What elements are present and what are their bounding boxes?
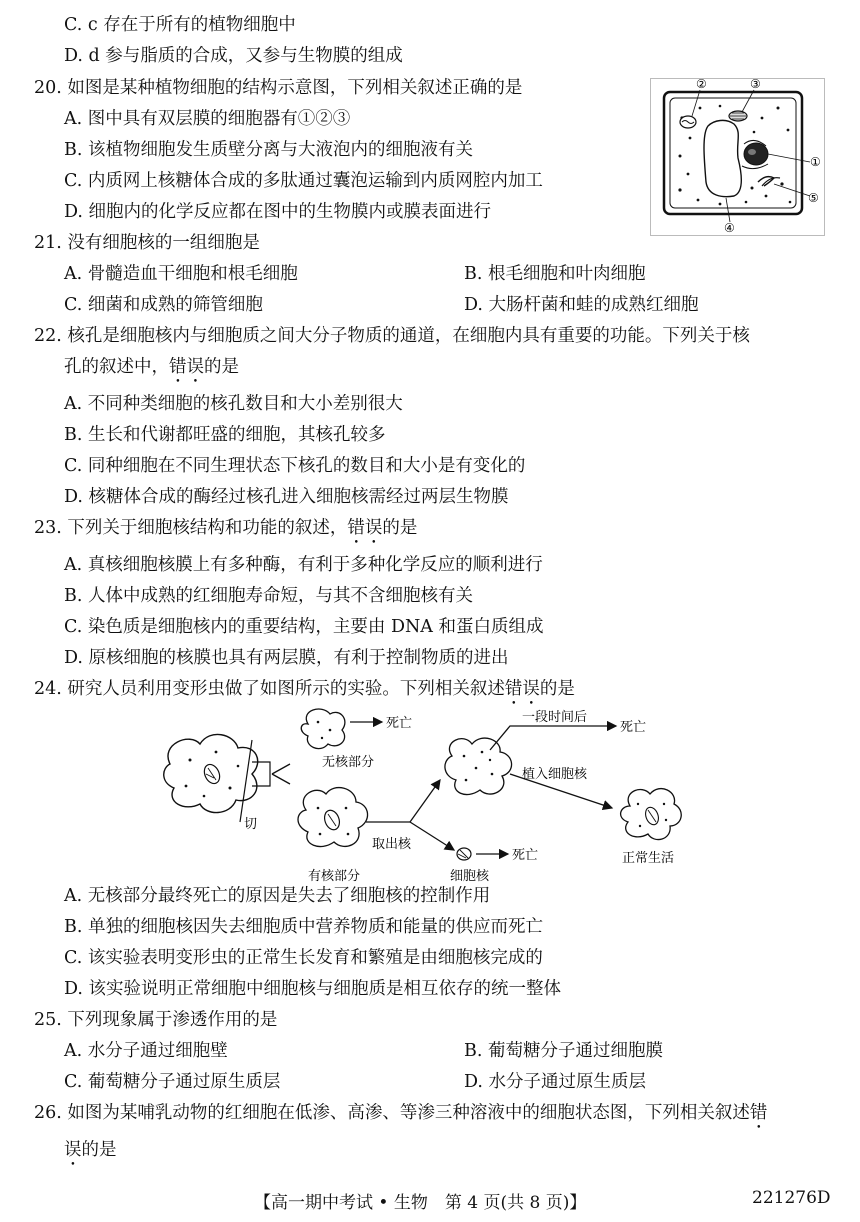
cell-label-4: ④: [724, 221, 735, 235]
q23-text: 23. 下列关于细胞核结构和功能的叙述，: [34, 518, 348, 538]
question-24-option-c: C. 该实验表明变形虫的正常生长发育和繁殖是由细胞核完成的: [64, 948, 543, 968]
question-23-option-a: A. 真核细胞核膜上有多种酶，有利于多种化学反应的顺利进行: [64, 555, 543, 575]
question-23-option-d: D. 原核细胞的核膜也具有两层膜，有利于控制物质的进出: [64, 648, 509, 668]
question-19-option-c: C. c 存在于所有的植物细胞中: [64, 15, 296, 35]
cell-label-5: ⑤: [808, 191, 819, 205]
label-nucleus: 细胞核: [450, 869, 490, 884]
question-20-stem: 20. 如图是某种植物细胞的结构示意图，下列相关叙述正确的是: [34, 78, 523, 98]
question-22-stem-line2: [64, 356, 239, 387]
question-20-option-a: A. 图中具有双层膜的细胞器有①②③: [64, 109, 351, 129]
question-25-stem: 25. 下列现象属于渗透作用的是: [34, 1010, 278, 1030]
label-normal-life: 正常生活: [622, 851, 675, 866]
question-26-stem-line2: [64, 1139, 117, 1170]
q22-text: 孔的叙述中，: [64, 357, 169, 377]
question-25-option-c: C. 葡萄糖分子通过原生质层: [64, 1072, 281, 1092]
q26-emphasis-1: 错: [749, 1103, 768, 1123]
question-25-option-b: B. 葡萄糖分子通过细胞膜: [464, 1041, 663, 1061]
plant-cell-diagram: [650, 78, 825, 236]
question-23-option-c: C. 染色质是细胞核内的重要结构，主要由 DNA 和蛋白质组成: [64, 617, 544, 637]
q23-emphasis: 错误: [347, 518, 383, 538]
question-21-option-d: D. 大肠杆菌和蛙的成熟红细胞: [464, 295, 699, 315]
question-22-option-a: A. 不同种类细胞的核孔数目和大小差别很大: [64, 394, 403, 414]
label-no-nucleus-part: 无核部分: [322, 755, 375, 770]
label-cut: 切: [244, 817, 258, 832]
page-footer-title: 【高一期中考试 • 生物 第 4 页(共 8 页)】: [254, 1193, 587, 1213]
page-footer-code: 221276D: [752, 1188, 831, 1208]
q26-emphasis-2: 误: [64, 1140, 82, 1160]
question-22-option-d: D. 核糖体合成的酶经过核孔进入细胞核需经过两层生物膜: [64, 487, 509, 507]
label-death-1: 死亡: [386, 716, 413, 731]
question-25-option-d: D. 水分子通过原生质层: [464, 1072, 647, 1092]
question-26-stem-line1: [34, 1102, 767, 1133]
question-24-option-d: D. 该实验说明正常细胞中细胞核与细胞质是相互依存的统一整体: [64, 979, 562, 999]
label-remove-nucleus: 取出核: [372, 837, 412, 852]
question-20-option-d: D. 细胞内的化学反应都在图中的生物膜内或膜表面进行: [64, 202, 492, 222]
q24-text: 24. 研究人员利用变形虫做了如图所示的实验。下列相关叙述: [34, 679, 505, 699]
q23-text-end: 的是: [382, 518, 418, 538]
q22-text-end: 的是: [204, 357, 239, 377]
q26-text-end: 的是: [81, 1140, 117, 1160]
question-22-option-c: C. 同种细胞在不同生理状态下核孔的数目和大小是有变化的: [64, 456, 526, 476]
cell-label-2: ②: [696, 78, 707, 91]
label-implant-nucleus: 植入细胞核: [522, 767, 588, 782]
question-23-stem: [34, 517, 417, 548]
label-death-3: 死亡: [512, 848, 539, 863]
question-21-option-c: C. 细菌和成熟的筛管细胞: [64, 295, 263, 315]
question-19-option-d: D. d 参与脂质的合成，又参与生物膜的组成: [64, 46, 403, 66]
label-death-2: 死亡: [620, 720, 647, 735]
question-25-option-a: A. 水分子通过细胞壁: [64, 1041, 228, 1061]
q24-text-end: 的是: [539, 679, 575, 699]
question-20-option-b: B. 该植物细胞发生质壁分离与大液泡内的细胞液有关: [64, 140, 473, 160]
cell-label-3: ③: [750, 78, 761, 91]
question-23-option-b: B. 人体中成熟的红细胞寿命短，与其不含细胞核有关: [64, 586, 473, 606]
q22-emphasis: 错误: [169, 357, 204, 377]
q24-emphasis: 错误: [504, 679, 540, 699]
question-24-option-a: A. 无核部分最终死亡的原因是失去了细胞核的控制作用: [64, 886, 491, 906]
question-22-stem-line1: 22. 核孔是细胞核内与细胞质之间大分子物质的通道，在细胞内具有重要的功能。下列关于核: [34, 326, 750, 346]
question-21-option-b: B. 根毛细胞和叶肉细胞: [464, 264, 646, 284]
question-21-option-a: A. 骨髓造血干细胞和根毛细胞: [64, 264, 298, 284]
question-21-stem: 21. 没有细胞核的一组细胞是: [34, 233, 260, 253]
label-nucleus-part: 有核部分: [308, 869, 361, 884]
amoeba-experiment-diagram: [160, 704, 690, 884]
cell-label-1: ①: [810, 155, 821, 169]
label-after-time: 一段时间后: [522, 710, 588, 725]
question-24-option-b: B. 单独的细胞核因失去细胞质中营养物质和能量的供应而死亡: [64, 917, 543, 937]
question-20-option-c: C. 内质网上核糖体合成的多肽通过囊泡运输到内质网腔内加工: [64, 171, 543, 191]
question-22-option-b: B. 生长和代谢都旺盛的细胞，其核孔较多: [64, 425, 386, 445]
q26-text: 26. 如图为某哺乳动物的红细胞在低渗、高渗、等渗三种溶液中的细胞状态图，下列相关叙述: [34, 1103, 750, 1123]
